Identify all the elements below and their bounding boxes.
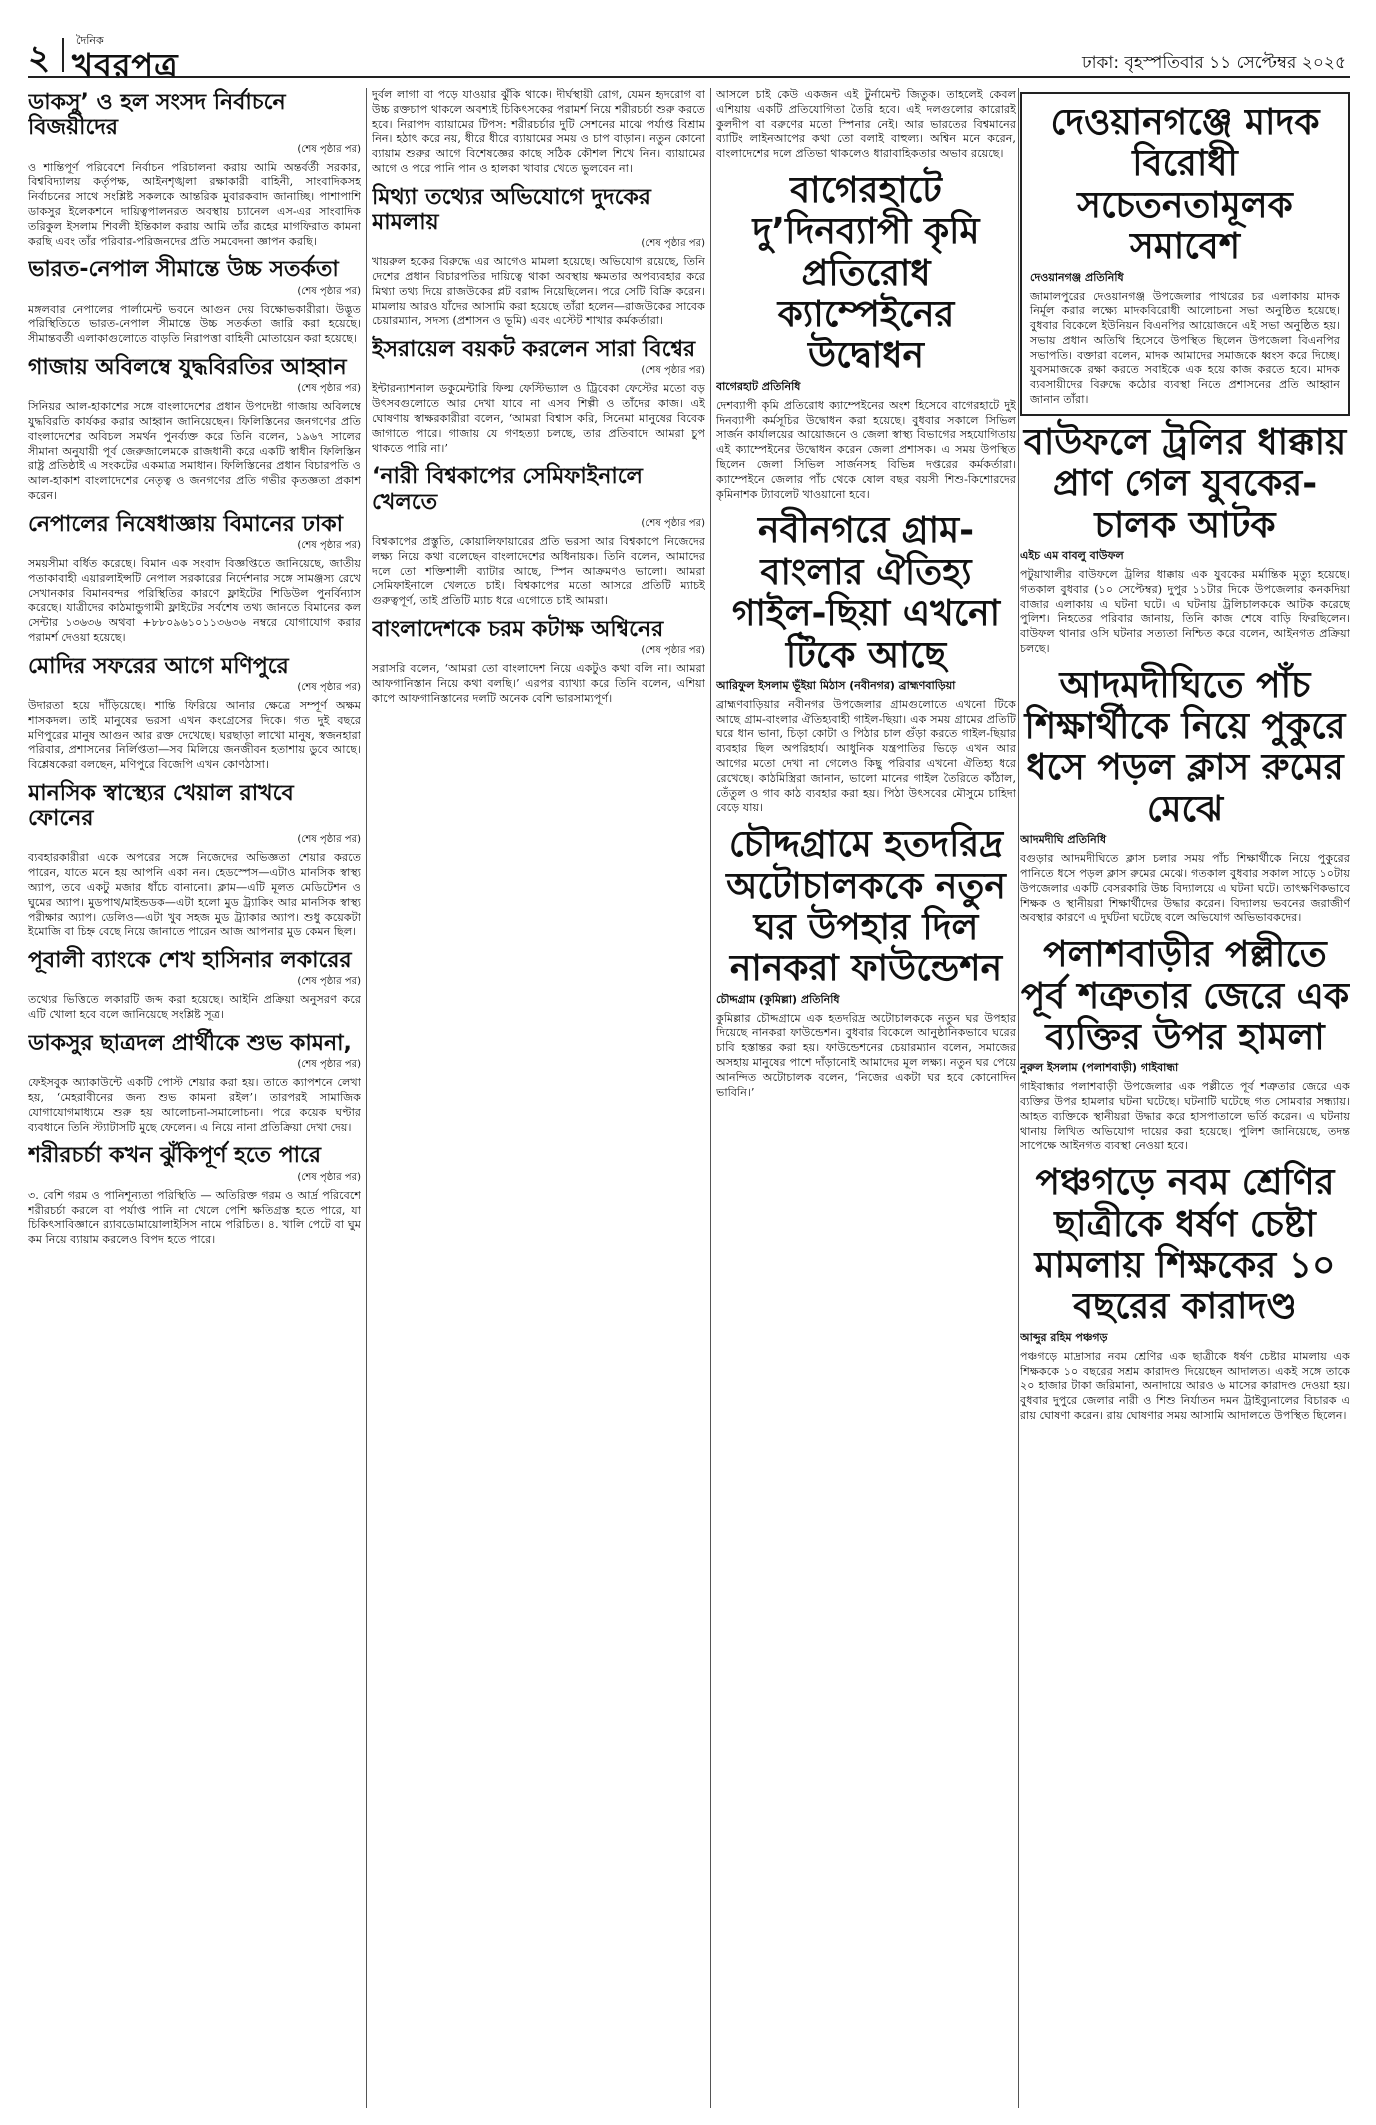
- article-byline: চৌদ্দগ্রাম (কুমিল্লা) প্রতিনিধি: [716, 992, 840, 1006]
- news-article: [28, 257, 361, 347]
- news-article: [28, 90, 361, 249]
- article-body: গাইবান্ধার পলাশবাড়ী উপজেলার এক পল্লীতে পূর্ব শত্রুতার জেরে এক ব্যক্তির উপর হামলার ঘটনা ঘটেছে। ঘটনাটি ঘটেছে গত সোমবার সন্ধ্যায়। আহত ব্যক্তিকে স্থানীয়রা উদ্ধার করে হাসপাতালে ভর্তি করেন। এ ঘটনায় থানায় লিখিত অভিযোগ দায়ের করা হয়েছে। পুলিশ জানিয়েছে, তদন্ত সাপেক্ষে আইনগত ব্যবস্থা নেওয়া হবে।: [1020, 1080, 1350, 1153]
- article-headline: দেওয়ানগঞ্জে মাদক বিরোধী সচেতনতামূলক সমাবেশ: [1050, 102, 1320, 268]
- news-article: [1020, 1162, 1350, 1423]
- news-article: [372, 617, 705, 707]
- paper-name: খবরপত্র: [72, 46, 179, 84]
- news-article: [1020, 422, 1350, 657]
- news-article: [1020, 665, 1350, 926]
- article-body: সরাসরি বলেন, ‘আমরা তো বাংলাদেশ নিয়ে একটুও কথা বলি না। আমরা আফগানিস্তান নিয়ে কথা বলছি।’ এরপর ব্যাখ্যা করে তিনি বলেন, এশিয়া কাপে আফগানিস্তানের দলটি অনেক বেশি ভারসাম্যপূর্ণ।: [372, 662, 705, 705]
- column-2: [372, 88, 705, 2108]
- news-article: [716, 824, 1016, 1100]
- news-article: [372, 337, 705, 456]
- article-body: তথ্যের ভিত্তিতে লকারটি জব্দ করা হয়েছে। আইনি প্রক্রিয়া অনুসরণ করে এটি খোলা হবে বলে জানিয়েছে সংশ্লিষ্ট সূত্র।: [28, 993, 361, 1022]
- article-headline: আদমদীঘিতে পাঁচ শিক্ষার্থীকে নিয়ে পুকুরে ধসে পড়ল ক্লাস রুমের মেঝে: [1024, 664, 1346, 830]
- masthead: [28, 32, 1350, 84]
- article-headline: ইসরায়েল বয়কট করলেন সারা বিশ্বের: [372, 337, 696, 363]
- article-headline: চৌদ্দগ্রামে হতদরিদ্র অটোচালককে নতুন ঘর উপহার দিল নানকরা ফাউন্ডেশন: [726, 824, 1006, 990]
- column-3: [716, 88, 1016, 2108]
- article-headline: ডাকসুর ছাত্রদল প্রার্থীকে শুভ কামনা,: [28, 1031, 352, 1057]
- column-rule: [710, 88, 711, 2108]
- article-body: ৩. বেশি গরম ও পানিশূন্যতা পরিস্থিতি — অতিরিক্ত গরম ও আর্দ্র পরিবেশে শরীরচর্চা করলে বা পর্যাপ্ত পানি না খেলে পেশি ক্ষতিগ্রস্ত হতে পারে, যা চিকিৎসাবিজ্ঞানে র‍্যাবডোমায়োলাইসিস নামে পরিচিত। ৪. খালি পেটে বা ঘুম কম নিয়ে ব্যায়াম করলেও বিপদ হতে পারে।: [28, 1188, 361, 1247]
- article-body: সিনিয়র আল-হাকাশের সঙ্গে বাংলাদেশের প্রধান উপদেষ্টা গাজায় অবিলম্বে যুদ্ধবিরতি কার্যকর করার আহ্বান জানিয়েছেন। ফিলিস্তিনের জনগণের প্রতি বাংলাদেশের অবিচল সমর্থন পুনর্ব্যক্ত করে তিনি বলেন, ১৯৬৭ সালের সীমানা অনুযায়ী পূর্ব জেরুজালেমকে রাজধানী করে একটি স্বাধীন ফিলিস্তিন রাষ্ট্র প্রতিষ্ঠাই এ সংকটের একমাত্র সমাধান। ফিলিস্তিনের প্রধান বিচারপতি ও আল-হাকাশ বাংলাদেশের নেতৃত্ব ও জনগণের প্রতি গভীর কৃতজ্ঞতা প্রকাশ করেন।: [28, 400, 361, 502]
- continued-note: (শেষ পৃষ্ঠার পর): [641, 238, 705, 250]
- article-byline: এইচ এম বাবলু বাউফল: [1020, 548, 1124, 562]
- news-article: [28, 1143, 361, 1247]
- continued-note: (শেষ পৃষ্ঠার পর): [297, 383, 361, 395]
- news-article: [1020, 92, 1350, 416]
- news-article: [28, 355, 361, 504]
- continued-note: (শেষ পৃষ্ঠার পর): [641, 645, 705, 657]
- article-headline: নবীনগরে গ্রাম-বাংলার ঐতিহ্য গাইল-ছিয়া এখনো টিকে আছে: [731, 510, 1001, 676]
- column-1: [28, 88, 361, 2108]
- news-article: [372, 88, 705, 177]
- continued-note: (শেষ পৃষ্ঠার পর): [297, 143, 361, 155]
- article-body: কুমিল্লার চৌদ্দগ্রামে এক হতদরিদ্র অটোচালককে নতুন ঘর উপহার দিয়েছে নানকরা ফাউন্ডেশন। বুধবার বিকেলে আনুষ্ঠানিকভাবে ঘরের চাবি হস্তান্তর করা হয়। ফাউন্ডেশনের চেয়ারম্যান বলেন, সমাজের অসহায় মানুষের পাশে দাঁড়ানোই আমাদের মূল লক্ষ্য। নতুন ঘর পেয়ে আনন্দিত অটোচালক বলেন, ‘নিজের একটা ঘর হবে কোনোদিন ভাবিনি।’: [716, 1011, 1016, 1099]
- continued-note: (শেষ পৃষ্ঠার পর): [297, 834, 361, 846]
- column-rule: [366, 88, 367, 2108]
- news-article: [716, 510, 1016, 816]
- article-body: ফেইসবুক অ্যাকাউন্টে একটি পোস্ট শেয়ার করা হয়। তাতে ক্যাপশনে লেখা হয়, ‘মেহরাবীনের জন্য শুভ কামনা রইল’। তারপরই সামাজিক যোগাযোগমাধ্যমে শুরু হয় আলোচনা-সমালোচনা। পরে কয়েক ঘণ্টার ব্যবধানে তিনি স্ট্যাটাসটি মুছে ফেলেন। এ নিয়ে নানা প্রতিক্রিয়া দেখা দেয়।: [28, 1076, 361, 1134]
- news-article: [716, 170, 1016, 502]
- article-byline: আদমদীঘি প্রতিনিধি: [1020, 833, 1107, 847]
- article-headline: পঞ্চগড়ে নবম শ্রেণির ছাত্রীকে ধর্ষণ চেষ্টা মামলায় শিক্ষকের ১০ বছরের কারাদণ্ড: [1034, 1162, 1336, 1328]
- column-4: [1020, 88, 1350, 2108]
- continued-note: (শেষ পৃষ্ঠার পর): [297, 1171, 361, 1183]
- article-headline: মিথ্যা তথ্যের অভিযোগে দুদকের মামলায়: [372, 184, 651, 235]
- news-article: [1020, 934, 1350, 1154]
- article-headline: ‘নারী বিশ্বকাপের সেমিফাইনালে খেলতে: [372, 464, 643, 515]
- article-headline: নেপালের নিষেধাজ্ঞায় বিমানের ঢাকা: [28, 511, 343, 537]
- article-headline: পলাশবাড়ীর পল্লীতে পূর্ব শত্রুতার জেরে এক ব্যক্তির উপর হামলা: [1020, 934, 1350, 1058]
- dateline: ঢাকা: বৃহস্পতিবার ১১ সেপ্টেম্বর ২০২৫: [1081, 53, 1346, 73]
- article-body: উদারতা হয়ে দাঁড়িয়েছে। শান্তি ফিরিয়ে আনার ক্ষেত্রে সম্পূর্ণ অক্ষম শাসকদল। তাই মানুষের ভরসা এখন কংগ্রেসের দিকে। গত দুই বছরে মণিপুরের মানুষ আগুন আর রক্ত দেখেছে। ঘরছাড়া লাখো মানুষ, স্বজনহারা পরিবার, প্রশাসনের নির্লিপ্ততা—সব মিলিয়ে জনজীবন হতাশায় ডুবে আছে। বিশ্লেষকেরা বলছেন, মণিপুরে বিজেপি এখন কোণঠাসা।: [28, 698, 361, 772]
- article-body: পঞ্চগড়ে মাদ্রাসার নবম শ্রেণির এক ছাত্রীকে ধর্ষণ চেষ্টার মামলায় এক শিক্ষককে ১০ বছরের সশ্রম কারাদণ্ড দিয়েছেন আদালত। একই সঙ্গে তাকে ২০ হাজার টাকা জরিমানা, অনাদায়ে আরও ৬ মাসের কারাদণ্ড দেওয়া হয়। বুধবার দুপুরে জেলার নারী ও শিশু নির্যাতন দমন ট্রাইব্যুনালের বিচারক এ রায় ঘোষণা করেন। রায় ঘোষণার সময় আসামি আদালতে উপস্থিত ছিলেন।: [1020, 1349, 1350, 1422]
- article-body: বিশ্বকাপের প্রস্তুতি, কোয়ালিফায়ারের প্রতি ভরসা আর বিশ্বকাপে নিজেদের লক্ষ্য নিয়ে কথা বলেছেন বাংলাদেশের অধিনায়ক। তিনি বলেন, আমাদের দলে তো শক্তিশালী ব্যাটার আছে, স্পিন আক্রমণও ভালো। আমরা সেমিফাইনালে খেলতে চাই। বিশ্বকাপের মতো আসরে প্রতিটি ম্যাচই গুরুত্বপূর্ণ, তাই প্রতিটি ম্যাচ ধরে এগোতে চাই আমরা।: [372, 534, 705, 608]
- masthead-divider: [62, 38, 64, 72]
- continued-note: (শেষ পৃষ্ঠার পর): [641, 517, 705, 529]
- news-article: [372, 185, 705, 330]
- article-headline: শরীরচর্চা কখন ঝুঁকিপূর্ণ হতে পারে: [28, 1143, 321, 1169]
- article-headline: গাজায় অবিলম্বে যুদ্ধবিরতির আহ্বান: [28, 354, 347, 380]
- continued-note: (শেষ পৃষ্ঠার পর): [297, 539, 361, 551]
- news-article: [372, 464, 705, 609]
- article-byline: আরিফুল ইসলাম ভূঁইয়া মিঠাস (নবীনগর) ব্রাহ্মণবাড়িয়া: [716, 678, 956, 692]
- article-body: পটুয়াখালীর বাউফলে ট্রলির ধাক্কায় এক যুবকের মর্মান্তিক মৃত্যু হয়েছে। গতকাল বুধবার (১০ সেপ্টেম্বর) দুপুর ১১টার দিকে উপজেলার কনকদিয়া বাজার এলাকায় এ ঘটনা ঘটে। এ ঘটনায় ট্রলিচালককে আটক করেছে পুলিশ। নিহতের পরিবার জানায়, তিনি কাজ শেষে বাড়ি ফিরছিলেন। বাউফল থানার ওসি ঘটনার সত্যতা নিশ্চিত করে বলেন, আইনগত প্রক্রিয়া চলছে।: [1020, 567, 1350, 655]
- continued-note: (শেষ পৃষ্ঠার পর): [297, 285, 361, 297]
- article-byline: আব্দুর রহিম পঞ্চগড়: [1020, 1330, 1108, 1344]
- article-headline: মোদির সফরের আগে মণিপুরে: [28, 653, 289, 679]
- article-byline: দেওয়ানগঞ্জ প্রতিনিধি: [1030, 270, 1124, 284]
- article-headline: বাউফলে ট্রলির ধাক্কায় প্রাণ গেল যুবকের-চালক আটক: [1023, 421, 1347, 546]
- article-byline: বাগেরহাট প্রতিনিধি: [716, 379, 801, 393]
- article-body: ব্রাহ্মণবাড়িয়ার নবীনগর উপজেলার গ্রামগুলোতে এখনো টিকে আছে গ্রাম-বাংলার ঐতিহ্যবাহী গাইল-ছিয়া। এক সময় গ্রামের প্রতিটি ঘরে ধান ভানা, চিড়া কোটা ও পিঠার চাল গুঁড়া করতে গাইল-ছিয়ার ব্যবহার ছিল অপরিহার্য। আধুনিক যন্ত্রপাতির ভিড়ে এখন আর আগের মতো দেখা না গেলেও কিছু পরিবার এখনো ঐতিহ্য ধরে রেখেছে। কাঠমিস্ত্রিরা জানান, ভালো মানের গাইল তৈরিতে কাঁঠাল, তেঁতুল ও গাব কাঠ ব্যবহার করা হয়। পিঠা উৎসবের মৌসুমে চাহিদা বেড়ে যায়।: [716, 697, 1016, 815]
- news-article: [28, 781, 361, 940]
- article-body: মঙ্গলবার নেপালের পার্লামেন্ট ভবনে আগুন দেয় বিক্ষোভকারীরা। উদ্ভূত পরিস্থিতিতে ভারত-নেপাল সীমান্তে উচ্চ সতর্কতা জারি করা হয়েছে। সীমান্তবর্তী এলাকাগুলোতে বাড়তি নিরাপত্তা বাহিনী মোতায়েন করা হয়েছে।: [28, 302, 361, 346]
- article-body: আসলে চাই কেউ একজন এই টুর্নামেন্ট জিতুক। তাহলেই কেবল এশিয়ায় একটি প্রতিযোগিতা তৈরি হবে। এই দলগুলোর কারোরই কুলদীপ বা বরুণের মতো স্পিনার নেই। আর ভারতের বিশ্বমানের ব্যাটিং লাইনআপের কথা তো বলাই বাহুল্য। অশ্বিন মনে করেন, বাংলাদেশের দলে প্রতিভা থাকলেও ধারাবাহিকতার অভাব রয়েছে।: [716, 88, 1016, 161]
- article-headline: বাগেরহাটে দু’দিনব্যাপী কৃমি প্রতিরোধ ক্যাম্পেইনের উদ্বোধন: [752, 169, 980, 377]
- article-body: দেশব্যাপী কৃমি প্রতিরোধ ক্যাম্পেইনের অংশ হিসেবে বাগেরহাটে দুই দিনব্যাপী কর্মসূচির উদ্বোধন করা হয়েছে। বুধবার সকালে সিভিল সার্জন কার্যালয়ের আয়োজনে ও জেলা স্বাস্থ্য বিভাগের সহযোগিতায় এই ক্যাম্পেইনের উদ্বোধন করেন জেলা প্রশাসক। এ সময় উপস্থিত ছিলেন জেলা সিভিল সার্জনসহ বিভিন্ন দপ্তরের কর্মকর্তারা। ক্যাম্পেইনে জেলার পাঁচ থেকে ষোল বছর বয়সী শিশু-কিশোরদের কৃমিনাশক ট্যাবলেট খাওয়ানো হবে।: [716, 398, 1016, 501]
- article-headline: মানসিক স্বাস্থ্যের খেয়াল রাখবে ফোনের: [28, 780, 294, 832]
- article-headline: ডাকসু’ ও হল সংসদ নির্বাচনে বিজয়ীদের: [28, 90, 286, 141]
- article-body: ব্যবহারকারীরা একে অপরের সঙ্গে নিজেদের অভিজ্ঞতা শেয়ার করতে পারেন, যাতে মনে হয় আপনি একা নন। হেডস্পেস—এটাও মানসিক স্বাস্থ্য অ্যাপ, তবে একটু মজার ধাঁচে বানানো। ক্লাম—এটি মূলত মেডিটেশন ও ঘুমের অ্যাপ। মুডপাথ/মাইন্ডডক—এটা হলো মুড ট্র্যাকিং আর মানসিক স্বাস্থ্য পরীক্ষার অ্যাপ। ডেলিও—এটা খুব সহজ মুড ট্র্যাকার অ্যাপ। শুধু কয়েকটা ইমোজি বা চিহ্ন বেছে নিয়ে জানাতে পারেন আজ আপনার মুড কেমন ছিল।: [28, 851, 361, 939]
- article-headline: ভারত-নেপাল সীমান্তে উচ্চ সতর্কতা: [28, 257, 339, 283]
- column-rule: [1018, 88, 1019, 2108]
- news-article: [28, 948, 361, 1023]
- article-body: ও শান্তিপূর্ণ পরিবেশে নির্বাচন পরিচালনা করায় আমি অন্তর্বর্তী সরকার, বিশ্ববিদ্যালয় কর্তৃপক্ষ, আইনশৃঙ্খলা রক্ষাকারী বাহিনী, সাংবাদিকসহ নির্বাচনের সাথে সংশ্লিষ্ট সকলকে আন্তরিক মুবারকবাদ জানাচ্ছি। পাশাপাশি ডাকসুর ইলেকশনে দায়িত্বপালনরত অবস্থায় চ্যানেল এস-এর সাংবাদিক তরিকুল ইসলাম শিবলী ইন্তিকাল করায় আমি তাঁর রূহের মাগফিরাত কামনা করছি এবং তাঁর পরিবার-পরিজনদের প্রতি সমবেদনা জ্ঞাপন করছি।: [28, 160, 361, 248]
- article-byline: নুরুল ইসলাম (পলাশবাড়ী) গাইবান্ধা: [1020, 1061, 1179, 1075]
- continued-note: (শেষ পৃষ্ঠার পর): [641, 365, 705, 377]
- continued-note: (শেষ পৃষ্ঠার পর): [297, 976, 361, 988]
- news-article: [716, 88, 1016, 162]
- article-headline: পূবালী ব্যাংকে শেখ হাসিনার লকারের: [28, 948, 352, 974]
- continued-note: (শেষ পৃষ্ঠার পর): [297, 1059, 361, 1071]
- article-body: সময়সীমা বর্ধিত করেছে। বিমান এক সংবাদ বিজ্ঞপ্তিতে জানিয়েছে, জাতীয় পতাকাবাহী এয়ারলাইন্সটি নেপাল সরকারের নির্দেশনার সঙ্গে সামঞ্জস্য রেখে সেখানকার বিমানবন্দর পরিস্থিতির কারণে ফ্লাইটের শিডিউল পুনর্বিন্যাস করেছে। যাত্রীদের কাঠমান্ডুগামী ফ্লাইটের সর্বশেষ তথ্য জানতে বিমানের কল সেন্টার ১৩৬৩৬ অথবা +৮৮০৯৬১০১১৩৬৩৬ নম্বরে যোগাযোগ করার পরামর্শ দেওয়া হয়েছে।: [28, 556, 361, 644]
- article-body: ইন্টারন্যাশনাল ডকুমেন্টারি ফিল্ম ফেস্টিভ্যাল ও ট্রিবেকা ফেস্টের মতো বড় উৎসবগুলোতে আর দেখা যাবে না এসব শিল্পী ও তাঁদের কাজ। এই ঘোষণায় স্বাক্ষরকারীরা বলেন, ‘আমরা বিশ্বাস করি, সিনেমা মানুষের বিবেক জাগাতে পারে। গাজায় যে গণহত্যা চলছে, তার প্রতিবাদে আমরা চুপ থাকতে পারি না।’: [372, 382, 705, 455]
- article-body: জামালপুরের দেওয়ানগঞ্জ উপজেলার পাথরের চর এলাকায় মাদক নির্মূল করার লক্ষ্যে মাদকবিরোধী আলোচনা সভা অনুষ্ঠিত হয়েছে। বুধবার বিকেলে ইউনিয়ন বিএনপির আয়োজনে এই সভা অনুষ্ঠিত হয়। সভায় প্রধান অতিথি হিসেবে উপস্থিত ছিলেন উপজেলা বিএনপির সভাপতি। বক্তারা বলেন, মাদক আমাদের সমাজকে ধ্বংস করে দিচ্ছে। যুবসমাজকে রক্ষা করতে সবাইকে এক হয়ে কাজ করতে হবে। মাদক ব্যবসায়ীদের বিরুদ্ধে কঠোর ব্যবস্থা নিতে প্রশাসনের প্রতি আহ্বান জানান তাঁরা।: [1030, 289, 1340, 407]
- news-article: [28, 1031, 361, 1135]
- page-number: ২: [28, 38, 51, 78]
- article-headline: বাংলাদেশকে চরম কটাক্ষ অশ্বিনের: [372, 616, 664, 642]
- paper-daily-label: দৈনিক: [76, 34, 104, 47]
- news-article: [28, 512, 361, 646]
- continued-note: (শেষ পৃষ্ঠার পর): [297, 681, 361, 693]
- article-body: খায়রুল হকের বিরুদ্ধে এর আগেও মামলা হয়েছে। অভিযোগ রয়েছে, তিনি দেশের প্রধান বিচারপতির দায়িত্বে থাকা অবস্থায় ক্ষমতার অপব্যবহার করে মিথ্যা তথ্য দিয়ে রাজউকের প্লট বরাদ্দ নিয়েছিলেন। পরে সেটি বিক্রি করেন। মামলায় আরও যাঁদের আসামি করা হয়েছে তাঁরা হলেন—রাজউকের সাবেক চেয়ারম্যান, সদস্য (প্রশাসন ও ভূমি) এবং এস্টেট শাখার কর্মকর্তারা।: [372, 255, 705, 328]
- news-article: [28, 654, 361, 773]
- article-body: দুর্বল লাগা বা পড়ে যাওয়ার ঝুঁকি থাকে। দীর্ঘস্থায়ী রোগ, যেমন হৃদরোগ বা উচ্চ রক্তচাপ থাকলে অবশ্যই চিকিৎসকের পরামর্শ নিয়ে শরীরচর্চা শুরু করতে হবে। নিরাপদ ব্যায়ামের টিপস: শরীরচর্চার দুটি সেশনের মাঝে পর্যাপ্ত বিশ্রাম নিন। হঠাৎ করে নয়, ধীরে ধীরে ব্যায়ামের সময় ও চাপ বাড়ান। নতুন কোনো ব্যায়াম শুরুর আগে বিশেষজ্ঞের কাছে সঠিক কৌশল শিখে নিন। ব্যায়ামের আগে ও পরে পানি পান ও হালকা খাবার খেতে ভুলবেন না।: [372, 88, 705, 175]
- article-body: বগুড়ার আদমদীঘিতে ক্লাস চলার সময় পাঁচ শিক্ষার্থীকে নিয়ে পুকুরের পানিতে ধসে পড়ল ক্লাস রুমের মেঝে। গতকাল বুধবার সকাল সাড়ে ১০টায় উপজেলার একটি বেসরকারি উচ্চ বিদ্যালয়ে এ ঘটনা ঘটে। তাৎক্ষণিকভাবে শিক্ষক ও স্থানীয়রা শিক্ষার্থীদের উদ্ধার করেন। বিদ্যালয় ভবনের জরাজীর্ণ অবস্থার কারণে এ দুর্ঘটনা ঘটেছে বলে অভিযোগ অভিভাবকদের।: [1020, 852, 1350, 925]
